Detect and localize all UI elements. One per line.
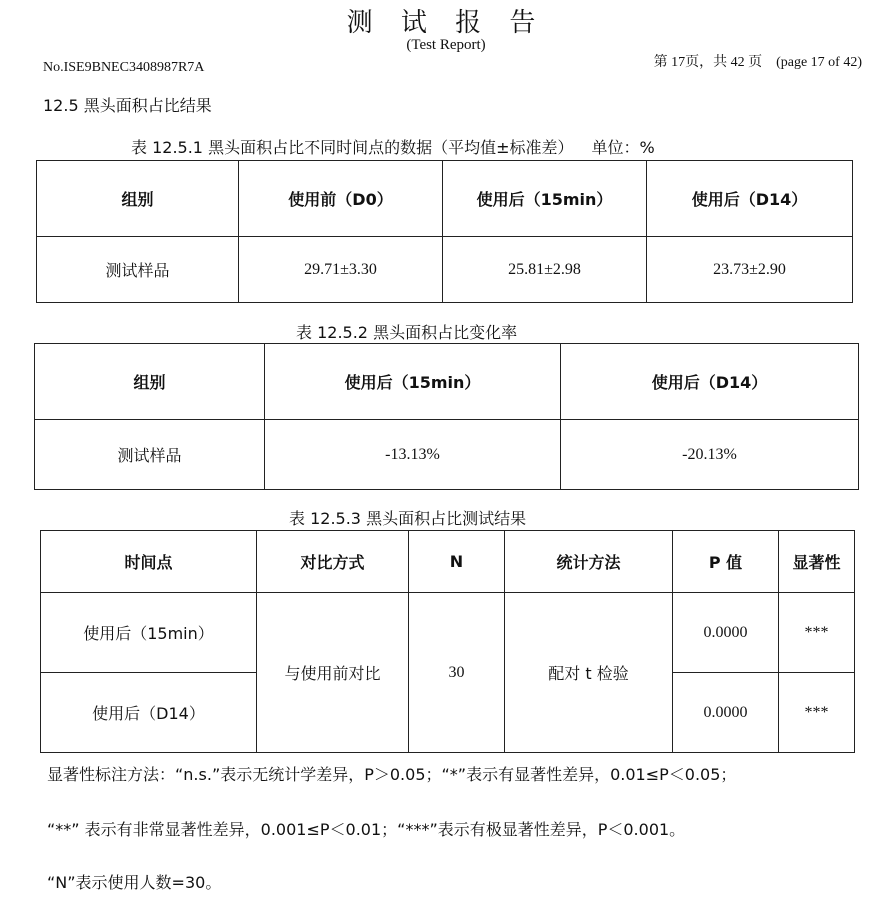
table3: [40, 530, 855, 753]
table1-cell-d0: 29.71±3.30: [239, 237, 443, 303]
table1-header-d0: 使用前（D0）: [239, 161, 443, 237]
table1-cell-d14: 23.73±2.90: [647, 237, 853, 303]
table2-header-d14: 使用后（D14）: [561, 344, 859, 420]
table3-cell-significance: ***: [779, 593, 855, 673]
table3-caption: 表 12.5.3 黑头面积占比测试结果: [289, 509, 527, 528]
table3-cell-timepoint: 使用后（D14）: [41, 673, 257, 753]
table3-header-timepoint: 时间点: [41, 531, 257, 593]
table1-header-d14: 使用后（D14）: [647, 161, 853, 237]
page-title: 测 试 报 告: [346, 8, 546, 38]
table3-header-p: P 值: [673, 531, 779, 593]
table3-cell-p: 0.0000: [673, 593, 779, 673]
table3-header-method: 统计方法: [505, 531, 673, 593]
page-subtitle: (Test Report): [406, 37, 486, 53]
table3-header-comparison: 对比方式: [257, 531, 409, 593]
table3-cell-p: 0.0000: [673, 673, 779, 753]
table1-cell-15min: 25.81±2.98: [443, 237, 647, 303]
table1-unit: 单位：%: [591, 138, 655, 157]
table1-header-15min: 使用后（15min）: [443, 161, 647, 237]
table2-cell-group: 测试样品: [35, 420, 265, 490]
significance-note-continued: “**” 表示有非常显著性差异，0.001≤P＜0.01；“***”表示有极显著性差异，P＜0.001。: [47, 820, 686, 839]
table2-cell-15min: -13.13%: [265, 420, 561, 490]
table3-cell-significance: ***: [779, 673, 855, 753]
table3-header-n: N: [409, 531, 505, 593]
table2-header-group: 组别: [35, 344, 265, 420]
significance-note: 显著性标注方法：“n.s.”表示无统计学差异，P＞0.05；“*”表示有显著性差异，0.01≤P＜0.05；: [47, 765, 737, 784]
page-info: [654, 51, 862, 71]
table1-cell-group: 测试样品: [37, 237, 239, 303]
page-info-cn: 第 17页，共 42 页: [653, 55, 763, 70]
table1: [36, 160, 853, 303]
table1-caption-text: 表 12.5.1 黑头面积占比不同时间点的数据（平均值±标准差）: [131, 138, 574, 157]
page-info-en: (page 17 of 42): [776, 55, 862, 70]
section-heading: 12.5 黑头面积占比结果: [43, 96, 212, 115]
table3-cell-n: 30: [409, 593, 505, 753]
table2-header-15min: 使用后（15min）: [265, 344, 561, 420]
table3-cell-method: 配对 t 检验: [505, 593, 673, 753]
table2-caption: 表 12.5.2 黑头面积占比变化率: [296, 323, 518, 342]
table1-caption: [131, 135, 655, 158]
table2: [34, 343, 859, 490]
n-definition-note: “N”表示使用人数=30。: [47, 873, 222, 892]
table3-cell-timepoint: 使用后（15min）: [41, 593, 257, 673]
table1-header-group: 组别: [37, 161, 239, 237]
table3-cell-comparison: 与使用前对比: [257, 593, 409, 753]
report-number: No.ISE9BNEC3408987R7A: [43, 60, 205, 75]
table2-cell-d14: -20.13%: [561, 420, 859, 490]
table3-header-significance: 显著性: [779, 531, 855, 593]
